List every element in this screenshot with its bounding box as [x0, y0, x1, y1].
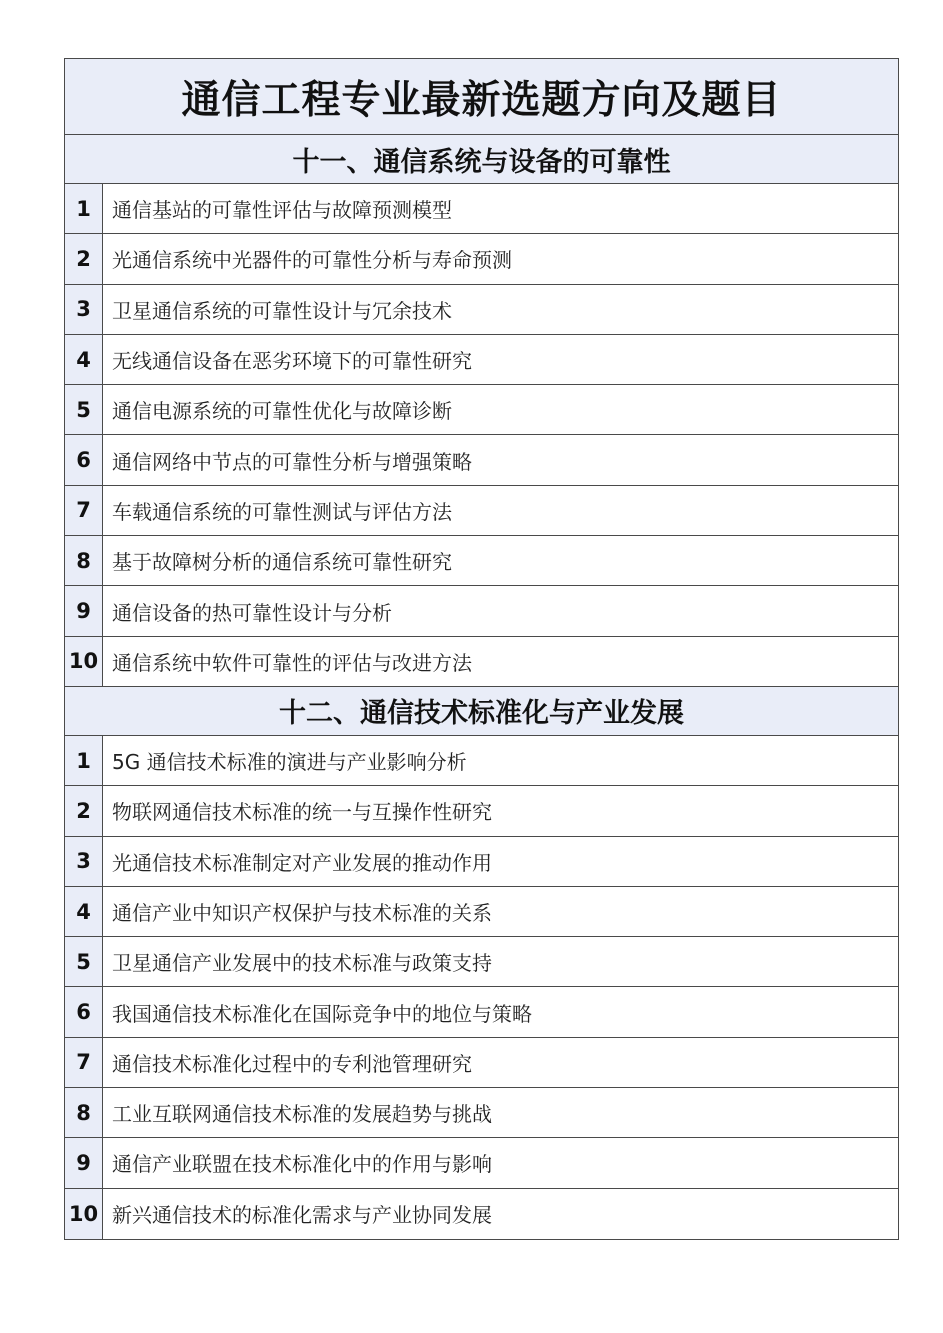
section-heading: 十二、通信技术标准化与产业发展: [65, 687, 898, 736]
row-number: 1: [65, 184, 103, 233]
row-number: 3: [65, 837, 103, 886]
table-row: [65, 586, 898, 636]
topic-text: 无线通信设备在恶劣环境下的可靠性研究: [112, 349, 472, 374]
topic-text: 通信产业中知识产权保护与技术标准的关系: [112, 901, 492, 925]
table-row: [65, 1088, 898, 1138]
table-row: [65, 335, 898, 385]
table-row: [65, 1189, 898, 1239]
topic-text: 卫星通信产业发展中的技术标准与政策支持: [112, 951, 492, 976]
row-number: 10: [65, 637, 103, 686]
table-row: [65, 1038, 898, 1088]
row-number: 4: [65, 335, 103, 384]
topic-text: 卫星通信系统的可靠性设计与冗余技术: [112, 298, 452, 323]
row-number: 8: [65, 536, 103, 585]
table-row: [65, 435, 898, 485]
table-row: [65, 786, 898, 836]
table-row: [65, 637, 898, 687]
table-row: [65, 234, 898, 284]
topic-text: 通信设备的热可靠性设计与分析: [112, 600, 392, 625]
topic-text: 光通信系统中光器件的可靠性分析与寿命预测: [112, 248, 512, 273]
topic-text: 车载通信系统的可靠性测试与评估方法: [112, 499, 452, 524]
row-number: 2: [65, 234, 103, 283]
table-row: [65, 987, 898, 1037]
topic-text: 新兴通信技术的标准化需求与产业协同发展: [112, 1203, 492, 1228]
table-row: [65, 1138, 898, 1188]
table-row: [65, 837, 898, 887]
section-heading: 十一、通信系统与设备的可靠性: [65, 135, 898, 184]
table-row: [65, 887, 898, 937]
table-row: [65, 536, 898, 586]
table-row: [65, 285, 898, 335]
topic-text: 通信系统中软件可靠性的评估与改进方法: [112, 650, 472, 675]
topic-text: 物联网通信技术标准的统一与互操作性研究: [112, 800, 492, 825]
topic-text: 光通信技术标准制定对产业发展的推动作用: [112, 850, 492, 875]
row-number: 4: [65, 887, 103, 936]
topic-text: 工业互联网通信技术标准的发展趋势与挑战: [112, 1102, 492, 1127]
row-number: 6: [65, 987, 103, 1036]
topic-text: 我国通信技术标准化在国际竞争中的地位与策略: [112, 1001, 532, 1026]
topic-text: 通信技术标准化过程中的专利池管理研究: [112, 1051, 472, 1076]
row-number: 9: [65, 1138, 103, 1187]
row-number: 10: [65, 1189, 103, 1239]
row-number: 3: [65, 285, 103, 334]
topic-text: 5G 通信技术标准的演进与产业影响分析: [112, 750, 467, 775]
topic-text: 基于故障树分析的通信系统可靠性研究: [112, 550, 452, 575]
table-row: [65, 486, 898, 536]
row-number: 6: [65, 435, 103, 484]
table-row: [65, 937, 898, 987]
table-row: [65, 184, 898, 234]
topic-text: 通信产业联盟在技术标准化中的作用与影响: [112, 1152, 492, 1177]
row-number: 5: [65, 937, 103, 986]
topic-text: 通信网络中节点的可靠性分析与增强策略: [112, 449, 472, 474]
row-number: 7: [65, 1038, 103, 1087]
topic-text: 通信电源系统的可靠性优化与故障诊断: [112, 399, 452, 424]
row-number: 7: [65, 486, 103, 535]
topic-table: [64, 58, 899, 1240]
table-row: [65, 385, 898, 435]
row-number: 9: [65, 586, 103, 635]
row-number: 1: [65, 736, 103, 785]
table-row: [65, 736, 898, 786]
row-number: 2: [65, 786, 103, 835]
page-title: 通信工程专业最新选题方向及题目: [65, 59, 898, 135]
topic-text: 通信基站的可靠性评估与故障预测模型: [112, 198, 452, 223]
row-number: 8: [65, 1088, 103, 1137]
row-number: 5: [65, 385, 103, 434]
